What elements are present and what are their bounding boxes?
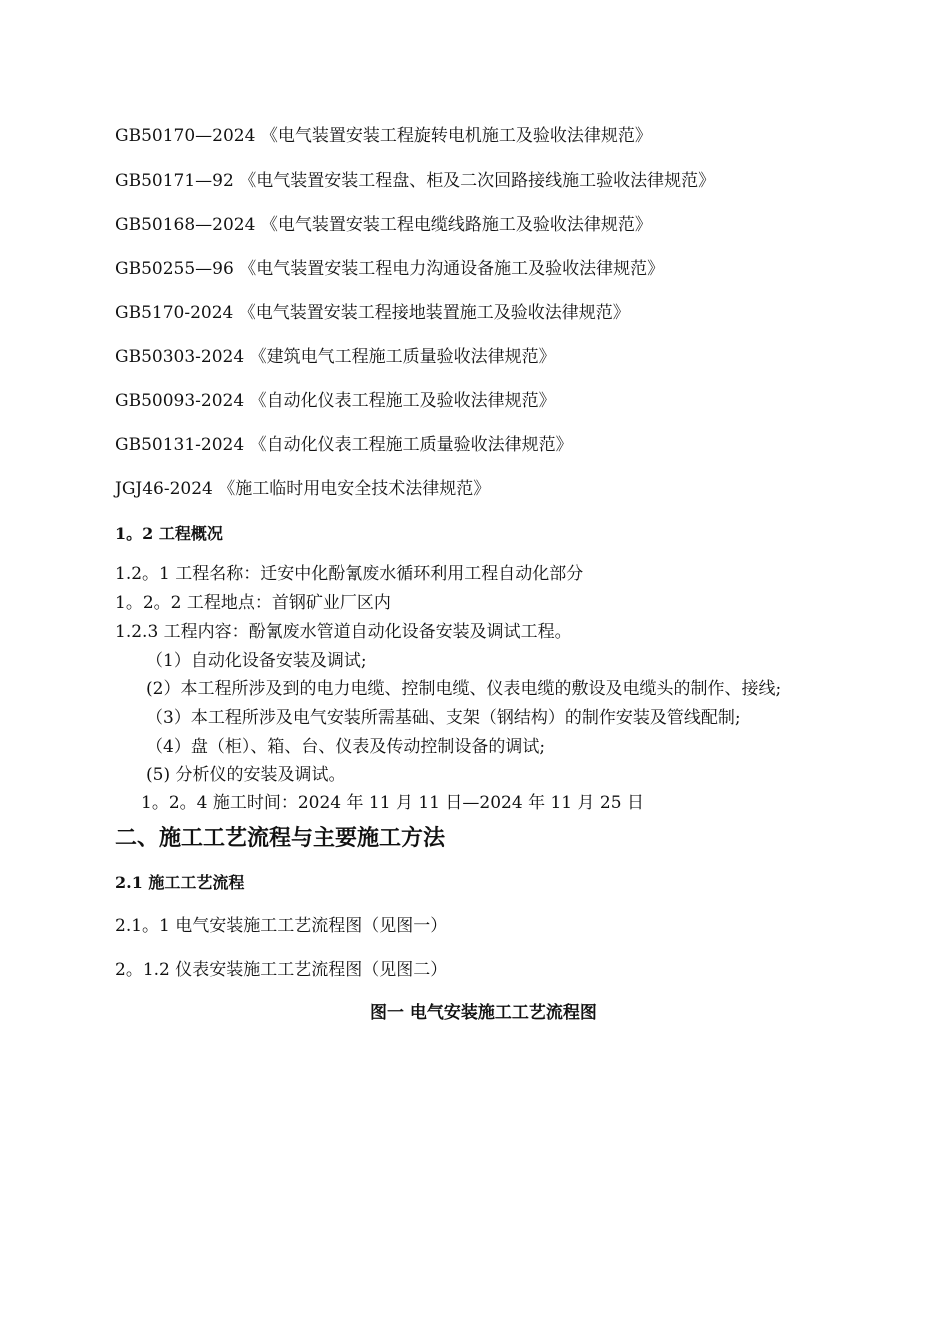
construction-time: 1。2。4 施工时间：2024 年 11 月 11 日—2024 年 11 月 25 日 [141, 793, 644, 813]
content-item: （4）盘（柜）、箱、台、仪表及传动控制设备的调试; [146, 737, 546, 757]
standard-item: GB50168—2024 《电气装置安装工程电缆线路施工及验收法律规范》 [115, 215, 652, 235]
standard-item: GB50093-2024 《自动化仪表工程施工及验收法律规范》 [115, 391, 556, 411]
chapter-title: 二、施工工艺流程与主要施工方法 [115, 825, 446, 851]
project-content: 1.2.3 工程内容：酚氰废水管道自动化设备安装及调试工程。 [115, 622, 572, 642]
standard-item: GB50170—2024 《电气装置安装工程旋转电机施工及验收法律规范》 [115, 126, 652, 146]
standard-item: GB50303-2024 《建筑电气工程施工质量验收法律规范》 [115, 347, 556, 367]
flowchart-reference: 2。1.2 仪表安装施工工艺流程图（见图二） [115, 960, 448, 980]
project-location: 1。2。2 工程地点：首钢矿业厂区内 [115, 593, 391, 613]
standard-item: GB50255—96 《电气装置安装工程电力沟通设备施工及验收法律规范》 [115, 259, 665, 279]
project-name: 1.2。1 工程名称：迁安中化酚氰废水循环利用工程自动化部分 [115, 564, 584, 584]
content-item: （1）自动化设备安装及调试; [146, 651, 367, 671]
standard-item: JGJ46-2024 《施工临时用电安全技术法律规范》 [115, 479, 491, 499]
content-item: (2）本工程所涉及到的电力电缆、控制电缆、仪表电缆的敷设及电缆头的制作、接线; [146, 679, 782, 699]
standard-item: GB50131-2024 《自动化仪表工程施工质量验收法律规范》 [115, 435, 573, 455]
flowchart-reference: 2.1。1 电气安装施工工艺流程图（见图一） [115, 916, 448, 936]
standard-item: GB5170-2024 《电气装置安装工程接地装置施工及验收法律规范》 [115, 303, 630, 323]
section-heading: 2.1 施工工艺流程 [115, 873, 245, 892]
content-item: （3）本工程所涉及电气安装所需基础、支架（钢结构）的制作安装及管线配制; [146, 708, 741, 728]
content-item: (5) 分析仪的安装及调试。 [146, 765, 346, 785]
standard-item: GB50171—92 《电气装置安装工程盘、柜及二次回路接线施工验收法律规范》 [115, 171, 716, 191]
figure-caption: 图一 电气安装施工工艺流程图 [370, 1003, 597, 1023]
section-heading: 1。2 工程概况 [115, 524, 223, 543]
